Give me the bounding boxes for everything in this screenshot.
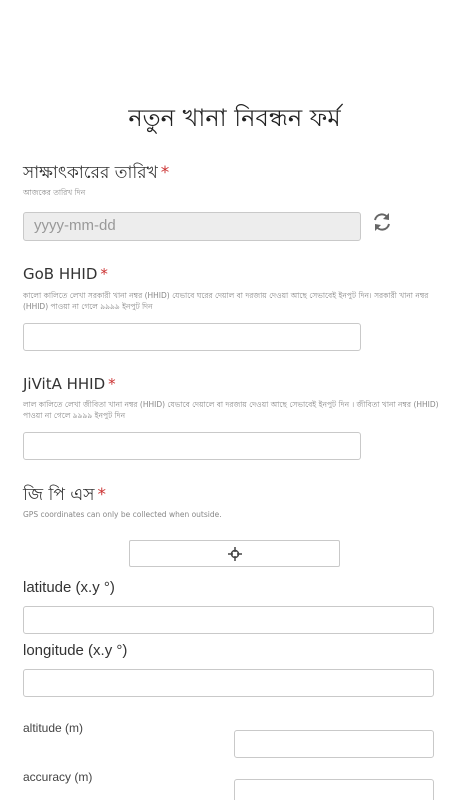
jivita-hhid-label-text: JiVitA HHID [23,375,106,393]
gps-label [23,482,106,510]
latitude-label: latitude (x.y °) [23,579,115,596]
interview-date-hint: আজকের তারিখ দিন [23,188,86,197]
required-mark: * [160,163,170,183]
jivita-hhid-label [23,375,116,393]
get-gps-button[interactable] [129,540,340,567]
gob-hhid-hint: কালো কালিতে লেখা সরকারী খানা নম্বর (HHID) যেভাবে ঘরের দেয়াল বা দরজায় দেওয়া আছে সেভাবেই ইনপুট দিন। সরকারী খানা নম্বর (HHID) পাওয়া না গেলে ৯৯৯৯ ইনপুট দিন [23,291,429,311]
gps-label-text: জি পি এস [23,485,95,505]
form-title: নতুন খানা নিবন্ধন ফর্ম [128,104,341,132]
latitude-input[interactable] [23,606,434,634]
altitude-label: altitude (m) [23,721,84,735]
accuracy-input[interactable] [234,779,434,800]
jivita-hhid-input[interactable] [23,432,361,460]
required-mark: * [108,375,116,393]
gps-hint: GPS coordinates can only be collected when outside. [23,510,222,519]
jivita-hhid-hint: লাল কালিতে লেখা জীবিতা খানা নম্বর (HHID) যেভাবে দেয়ালে বা দরজায় দেওয়া আছে সেভাবেই ইনপুট দিন । জীবিতা খানা নম্বর (HHID) পাওয়া না গেলে ৯৯৯৯ ইনপুট দিন [23,400,439,420]
altitude-input[interactable] [234,730,434,758]
interview-date-label-text: সাক্ষাৎকারের তারিখ [23,163,158,183]
accuracy-label: accuracy (m) [23,770,93,784]
gob-hhid-input[interactable] [23,323,361,351]
interview-date-label [23,160,169,188]
gob-hhid-label-text: GoB HHID [23,265,98,283]
longitude-label: longitude (x.y °) [23,642,128,659]
gob-hhid-label [23,265,108,283]
required-mark: * [100,265,108,283]
refresh-icon[interactable] [372,211,392,233]
interview-date-input[interactable]: yyyy-mm-dd [23,212,361,241]
longitude-input[interactable] [23,669,434,697]
required-mark: * [97,485,106,505]
crosshair-icon [228,547,242,561]
